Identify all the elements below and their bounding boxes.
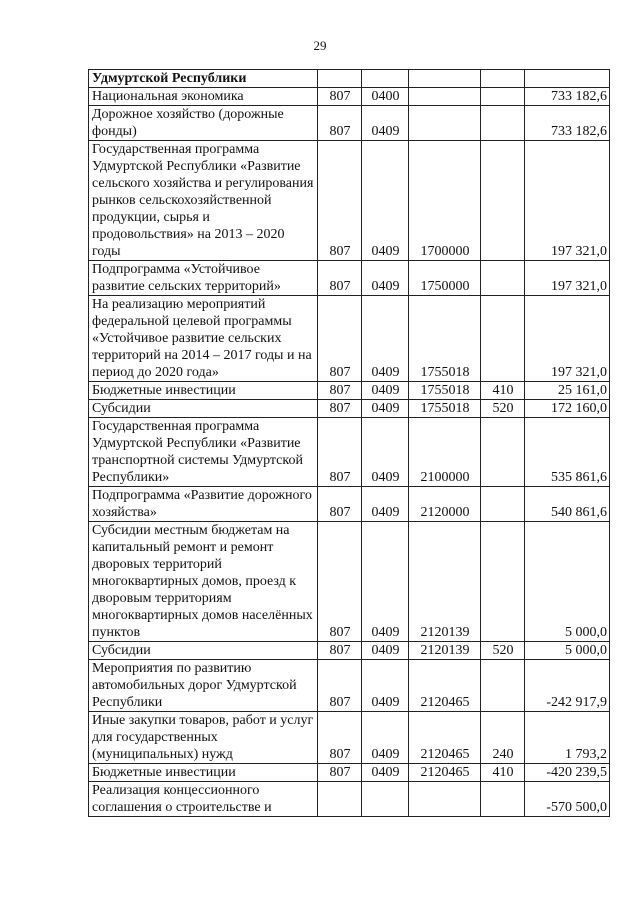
amount: -420 239,5 [525, 764, 610, 782]
type-code [481, 660, 525, 712]
amount: 733 182,6 [525, 88, 610, 106]
ministry-code: 807 [318, 382, 362, 400]
type-code: 240 [481, 712, 525, 764]
row-name: Удмуртской Республики [89, 70, 318, 88]
type-code: 410 [481, 764, 525, 782]
target-code: 2100000 [409, 418, 481, 487]
row-name: Субсидии [89, 400, 318, 418]
ministry-code: 807 [318, 764, 362, 782]
target-code: 2120139 [409, 642, 481, 660]
section-code: 0409 [362, 261, 409, 296]
row-name: Субсидии [89, 642, 318, 660]
row-name: Мероприятия по развитию автомобильных дорог Удмуртской Республики [89, 660, 318, 712]
amount: -242 917,9 [525, 660, 610, 712]
section-code: 0409 [362, 141, 409, 261]
section-code: 0409 [362, 487, 409, 522]
table-row [89, 70, 610, 88]
row-name: Бюджетные инвестиции [89, 764, 318, 782]
table-row [89, 418, 610, 487]
amount: 197 321,0 [525, 296, 610, 382]
type-code [481, 70, 525, 88]
target-code: 2120139 [409, 522, 481, 642]
target-code: 1755018 [409, 382, 481, 400]
ministry-code: 807 [318, 487, 362, 522]
amount: 5 000,0 [525, 642, 610, 660]
row-name: Субсидии местным бюджетам на капитальный ремонт и ремонт дворовых территорий многоквартирных домов, проезд к дворовым территориям многоквартирных домов населённых пунктов [89, 522, 318, 642]
target-code: 1755018 [409, 296, 481, 382]
ministry-code: 807 [318, 712, 362, 764]
row-name: На реализацию мероприятий федеральной целевой программы «Устойчивое развитие сельских территорий на 2014 – 2017 годы и на период до 2020 года» [89, 296, 318, 382]
row-name: Национальная экономика [89, 88, 318, 106]
amount: 540 861,6 [525, 487, 610, 522]
table-row [89, 106, 610, 141]
target-code: 1700000 [409, 141, 481, 261]
amount [525, 70, 610, 88]
target-code [409, 88, 481, 106]
type-code [481, 782, 525, 817]
section-code: 0400 [362, 88, 409, 106]
table-row [89, 764, 610, 782]
type-code: 520 [481, 642, 525, 660]
ministry-code [318, 70, 362, 88]
table-row [89, 382, 610, 400]
ministry-code: 807 [318, 88, 362, 106]
amount: 25 161,0 [525, 382, 610, 400]
row-name: Подпрограмма «Развитие дорожного хозяйства» [89, 487, 318, 522]
row-name: Государственная программа Удмуртской Республики «Развитие сельского хозяйства и регулирования рынков сельскохозяйственной продукции, сырья и продовольствия» на 2013 – 2020 годы [89, 141, 318, 261]
section-code: 0409 [362, 522, 409, 642]
target-code: 2120465 [409, 764, 481, 782]
table-row [89, 400, 610, 418]
table-row [89, 522, 610, 642]
row-name: Подпрограмма «Устойчивое развитие сельских территорий» [89, 261, 318, 296]
table-row [89, 712, 610, 764]
section-code: 0409 [362, 660, 409, 712]
row-name: Иные закупки товаров, работ и услуг для государственных (муниципальных) нужд [89, 712, 318, 764]
ministry-code: 807 [318, 261, 362, 296]
amount: 172 160,0 [525, 400, 610, 418]
type-code: 410 [481, 382, 525, 400]
ministry-code [318, 782, 362, 817]
target-code: 1750000 [409, 261, 481, 296]
row-name: Дорожное хозяйство (дорожные фонды) [89, 106, 318, 141]
table-row [89, 141, 610, 261]
type-code [481, 296, 525, 382]
target-code: 2120000 [409, 487, 481, 522]
ministry-code: 807 [318, 522, 362, 642]
row-name: Реализация концессионного соглашения о строительстве и [89, 782, 318, 817]
type-code [481, 88, 525, 106]
target-code [409, 106, 481, 141]
ministry-code: 807 [318, 296, 362, 382]
page-number: 29 [313, 38, 327, 53]
section-code [362, 782, 409, 817]
type-code [481, 487, 525, 522]
section-code: 0409 [362, 642, 409, 660]
ministry-code: 807 [318, 660, 362, 712]
table-row [89, 660, 610, 712]
section-code: 0409 [362, 764, 409, 782]
amount: 5 000,0 [525, 522, 610, 642]
table-row [89, 296, 610, 382]
section-code: 0409 [362, 400, 409, 418]
row-name: Государственная программа Удмуртской Республики «Развитие транспортной системы Удмуртской Республики» [89, 418, 318, 487]
amount: 1 793,2 [525, 712, 610, 764]
type-code [481, 418, 525, 487]
section-code: 0409 [362, 712, 409, 764]
amount: -570 500,0 [525, 782, 610, 817]
target-code [409, 782, 481, 817]
ministry-code: 807 [318, 141, 362, 261]
row-name: Бюджетные инвестиции [89, 382, 318, 400]
table-row [89, 261, 610, 296]
amount: 197 321,0 [525, 261, 610, 296]
amount: 197 321,0 [525, 141, 610, 261]
ministry-code: 807 [318, 418, 362, 487]
target-code [409, 70, 481, 88]
type-code [481, 106, 525, 141]
target-code: 2120465 [409, 712, 481, 764]
amount: 535 861,6 [525, 418, 610, 487]
type-code [481, 141, 525, 261]
ministry-code: 807 [318, 642, 362, 660]
type-code [481, 261, 525, 296]
table-row [89, 487, 610, 522]
section-code: 0409 [362, 296, 409, 382]
table-row [89, 88, 610, 106]
section-code: 0409 [362, 418, 409, 487]
ministry-code: 807 [318, 106, 362, 141]
table-row [89, 782, 610, 817]
type-code [481, 522, 525, 642]
section-code: 0409 [362, 382, 409, 400]
ministry-code: 807 [318, 400, 362, 418]
target-code: 2120465 [409, 660, 481, 712]
budget-table [88, 69, 610, 817]
amount: 733 182,6 [525, 106, 610, 141]
section-code [362, 70, 409, 88]
target-code: 1755018 [409, 400, 481, 418]
section-code: 0409 [362, 106, 409, 141]
table-row [89, 642, 610, 660]
type-code: 520 [481, 400, 525, 418]
